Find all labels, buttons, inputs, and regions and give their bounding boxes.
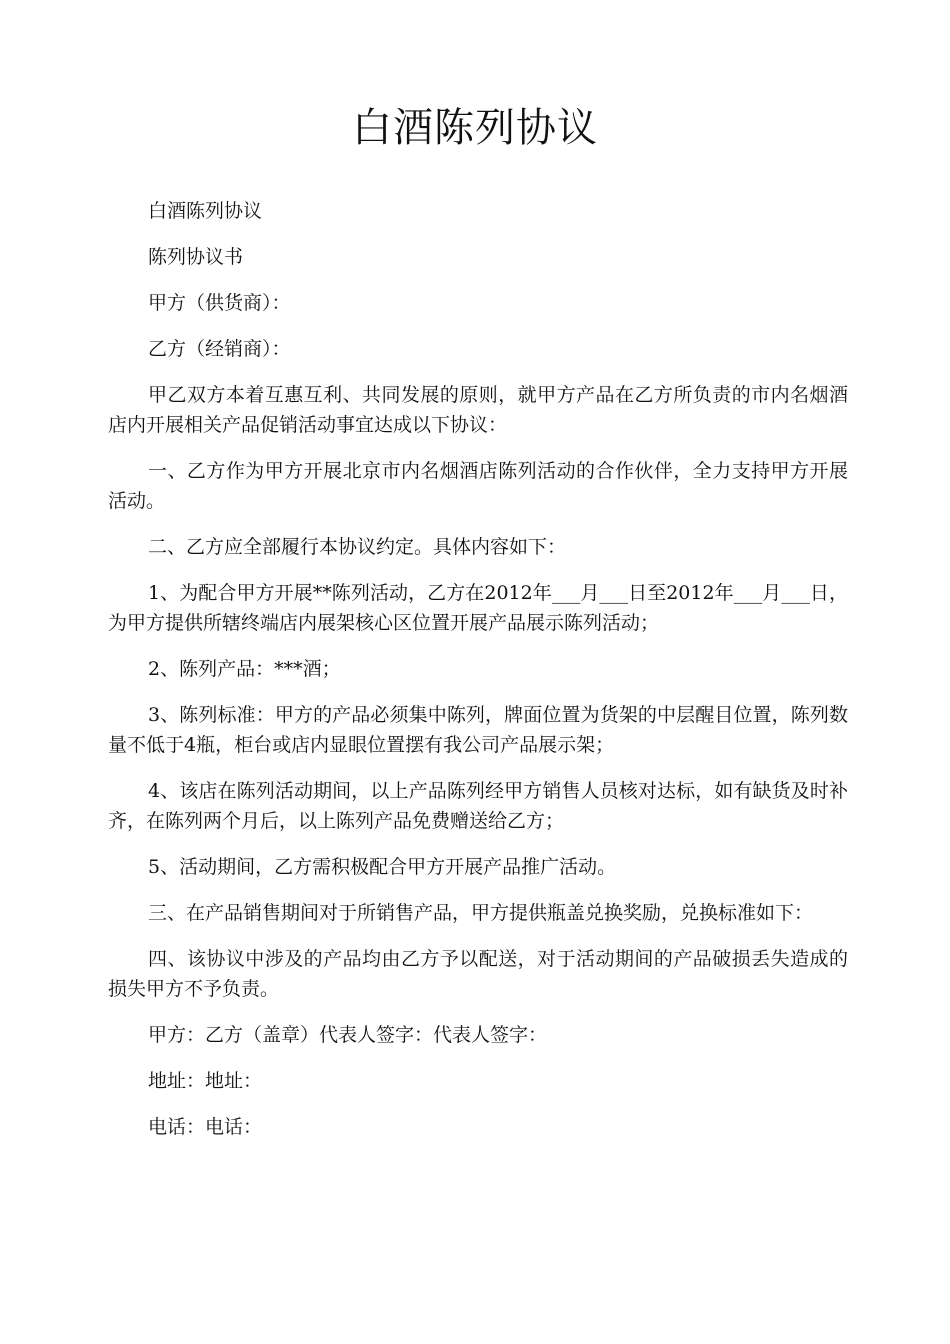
paragraph-heading: 白酒陈列协议: [148, 200, 263, 222]
preamble-paragraph: 甲乙双方本着互惠互利、共同发展的原则，就甲方产品在乙方所负责的市内名烟酒店内开展相关产品促销活动事宜达成以下协议：: [108, 384, 848, 436]
clause-1: 一、乙方作为甲方开展北京市内名烟酒店陈列活动的合作伙伴，全力支持甲方开展活动。: [108, 460, 848, 512]
clause-3: 三、在产品销售期间对于所销售产品，甲方提供瓶盖兑换奖励，兑换标准如下：: [148, 902, 814, 924]
address-line: 地址：地址：: [148, 1070, 263, 1092]
document-title: 白酒陈列协议: [352, 105, 598, 151]
clause-2-item-1: 1、为配合甲方开展**陈列活动，乙方在2012年___月___日至2012年___月___日，为甲方提供所辖终端店内展架核心区位置开展产品展示陈列活动；: [108, 582, 849, 634]
party-a-line: 甲方（供货商）：: [148, 292, 291, 314]
clause-2-item-4: 4、该店在陈列活动期间，以上产品陈列经甲方销售人员核对达标，如有缺货及时补齐，在陈列两个月后，以上陈列产品免费赠送给乙方；: [108, 780, 848, 832]
party-b-line: 乙方（经销商）：: [148, 338, 291, 360]
signature-line: 甲方：乙方（盖章）代表人签字：代表人签字：: [148, 1024, 548, 1046]
paragraph-subheading: 陈列协议书: [148, 246, 244, 268]
document-body: [108, 196, 848, 1158]
phone-line: 电话：电话：: [148, 1116, 263, 1138]
clause-2-item-2: 2、陈列产品：***酒；: [148, 658, 341, 680]
clause-2-item-5: 5、活动期间，乙方需积极配合甲方开展产品推广活动。: [148, 856, 617, 878]
clause-2-item-3: 3、陈列标准：甲方的产品必须集中陈列，牌面位置为货架的中层醒目位置，陈列数量不低于4瓶，柜台或店内显眼位置摆有我公司产品展示架；: [108, 704, 848, 756]
clause-2: 二、乙方应全部履行本协议约定。具体内容如下：: [148, 536, 567, 558]
clause-4: 四、该协议中涉及的产品均由乙方予以配送，对于活动期间的产品破损丢失造成的损失甲方不予负责。: [108, 948, 848, 1000]
